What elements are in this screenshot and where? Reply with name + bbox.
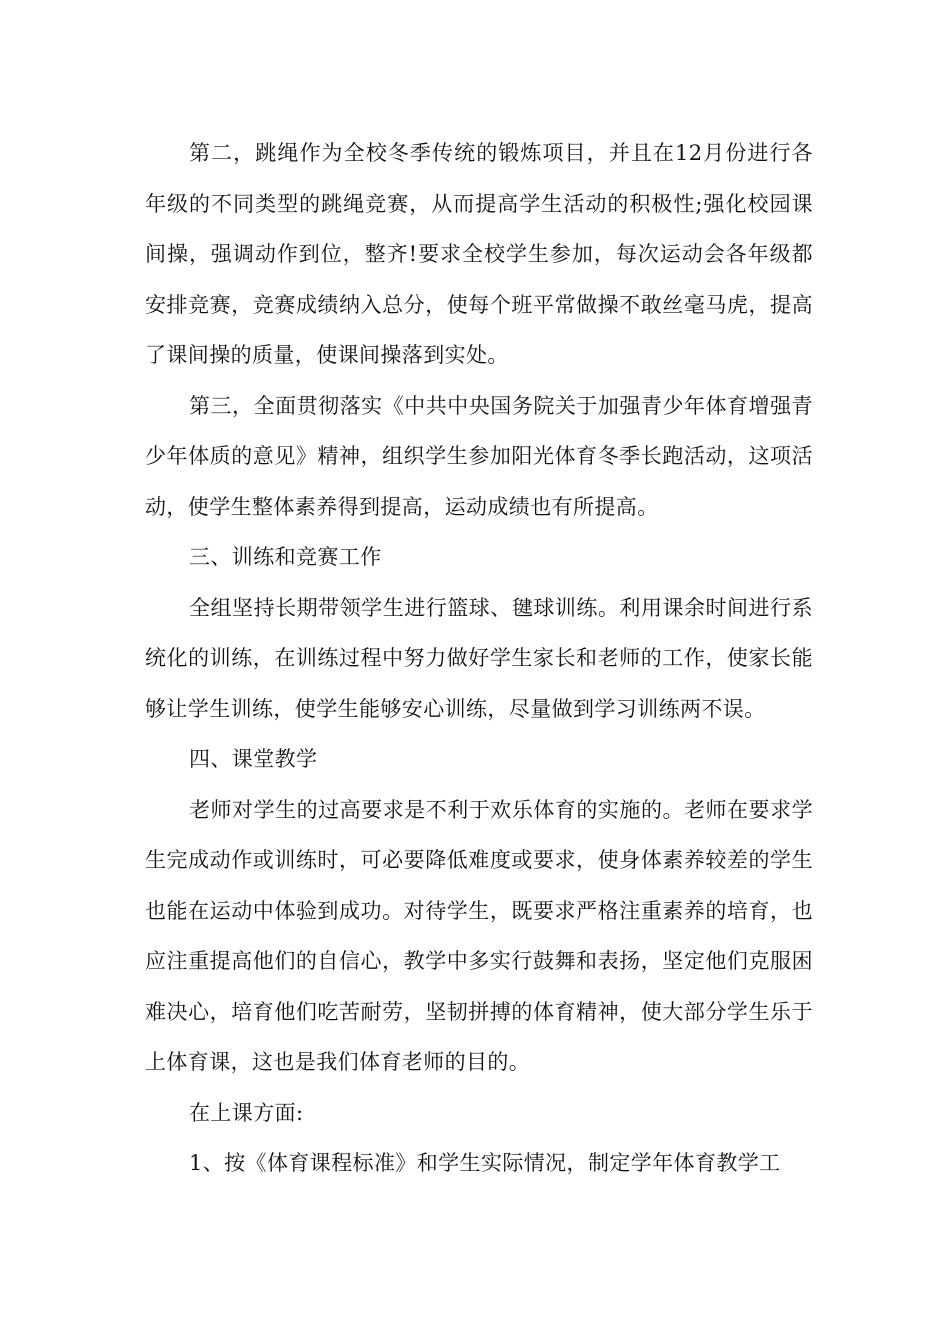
paragraph-item-1: 1、按《体育课程标准》和学生实际情况，制定学年体育教学工 [189,1151,781,1175]
section-heading-classroom: 四、课堂教学 [189,747,318,771]
paragraph-training: 全组坚持长期带领学生进行篮球、毽球训练。利用课余时间进行系统化的训练，在训练过程中努力做好学生家长和老师的工作，使家长能够让学生训练，使学生能够安心训练，尽量做到学习训练两不误。 [145,595,813,721]
paragraph-lessons-intro: 在上课方面: [189,1100,304,1125]
paragraph-third-point: 第三，全面贯彻落实《中共中央国务院关于加强青少年体育增强青少年体质的意见》精神，组织学生参加阳光体育冬季长跑活动，这项活动，使学生整体素养得到提高，运动成绩也有所提高。 [145,393,813,519]
paragraph-classroom: 老师对学生的过高要求是不利于欢乐体育的实施的。老师在要求学生完成动作或训练时，可必要降低难度或要求，使身体素养较差的学生也能在运动中体验到成功。对待学生，既要求严格注重素养的培育，也应注重提高他们的自信心，教学中多实行鼓舞和表扬，坚定他们克服困难决心，培育他们吃苦耐劳，坚韧拼搏的体育精神，使大部分学生乐于上体育课，这也是我们体育老师的目的。 [145,797,813,1074]
section-heading-training: 三、训练和竞赛工作 [189,545,382,569]
paragraph-second-point: 第二，跳绳作为全校冬季传统的锻炼项目，并且在12月份进行各年级的不同类型的跳绳竞赛，从而提高学生活动的积极性;强化校园课间操，强调动作到位，整齐!要求全校学生参加，每次运动会各年级都安排竞赛，竞赛成绩纳入总分，使每个班平常做操不敢丝毫马虎，提高了课间操的质量，使课间操落到实处。 [145,141,813,367]
document-page [145,128,813,1189]
